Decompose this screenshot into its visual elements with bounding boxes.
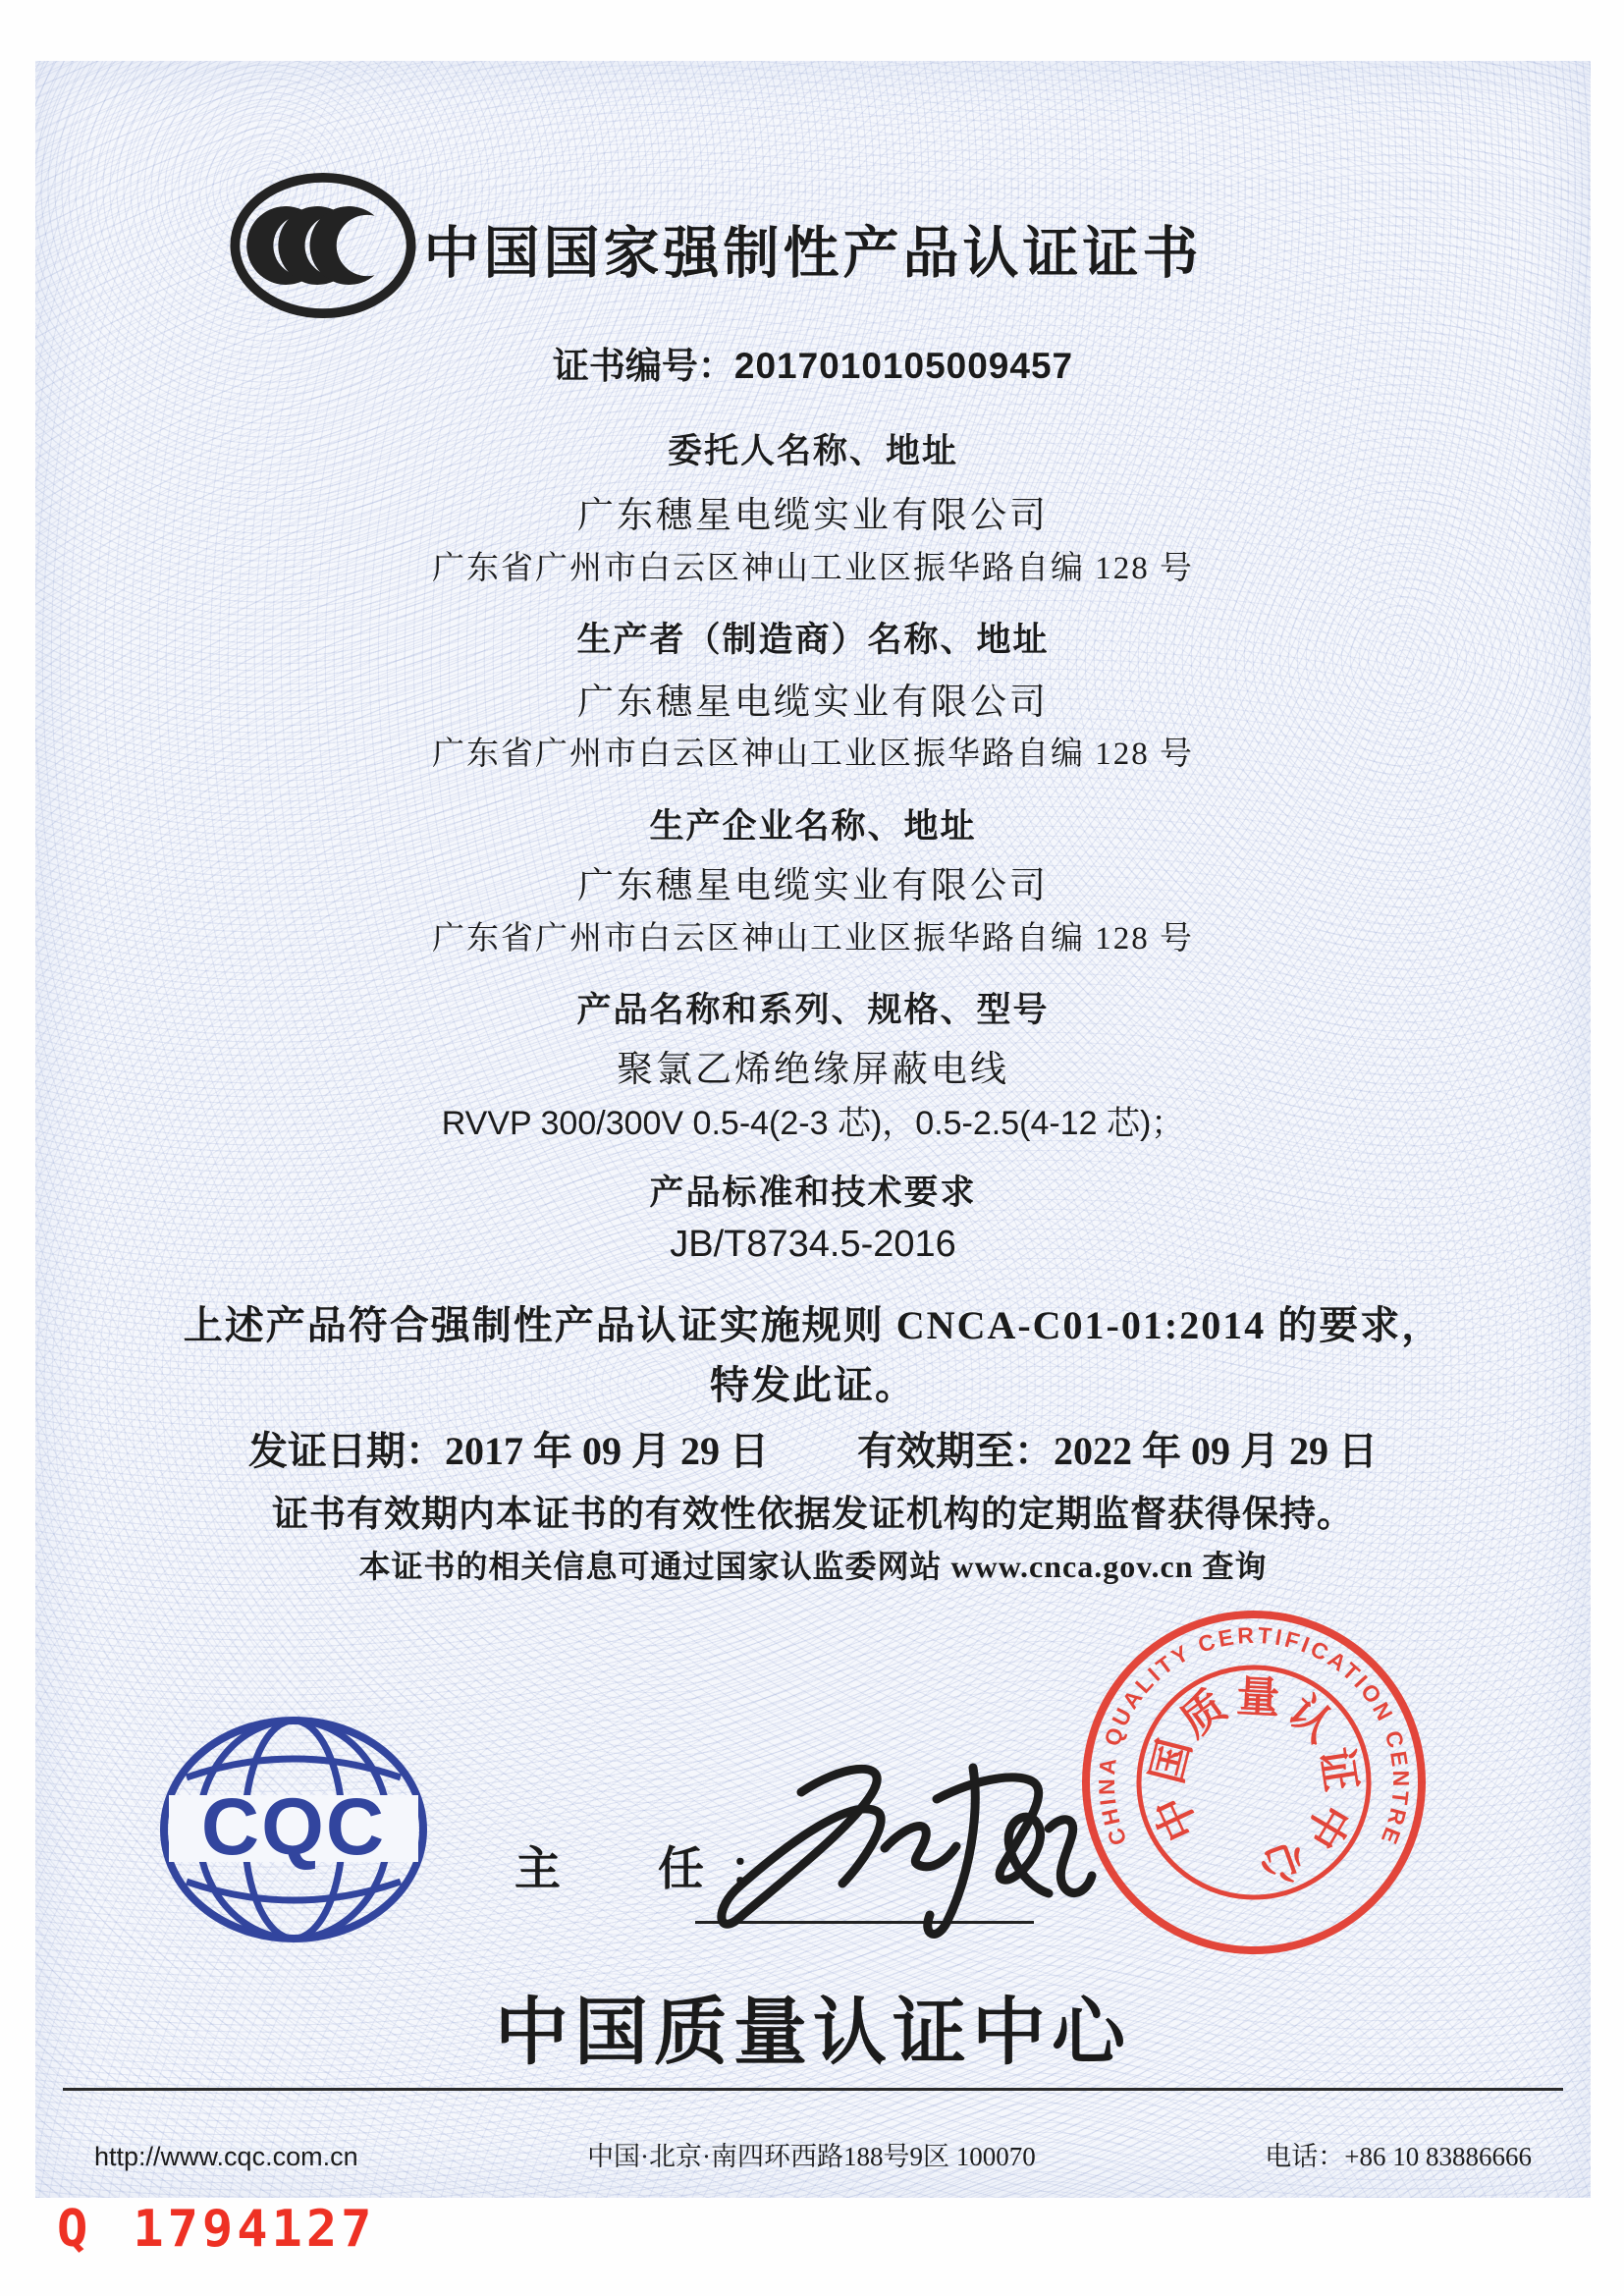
- factory-name: 广东穗星电缆实业有限公司: [577, 866, 1049, 906]
- certificate-number-value: 2017010105009457: [733, 346, 1074, 386]
- footer-phone: 电话：+86 10 83886666: [1265, 2142, 1532, 2171]
- query-note: 本证书的相关信息可通过国家认监委网站 www.cnca.gov.cn 查询: [358, 1549, 1268, 1584]
- statement-line-2: 特发此证。: [710, 1363, 916, 1407]
- certificate-title: 中国国家强制性产品认证证书: [423, 223, 1203, 285]
- factory-heading: 生产企业名称、地址: [649, 807, 977, 846]
- svg-text:中: 中: [1295, 1794, 1359, 1857]
- seal-inner-text: [1143, 1672, 1365, 1893]
- certificate-number-label: 证书编号：: [552, 347, 734, 387]
- certificate-number-line: [35, 336, 1591, 389]
- producer-heading: 生产者（制造商）名称、地址: [576, 621, 1050, 659]
- serial-value: 1794127: [133, 2200, 376, 2259]
- dates-line: [35, 1420, 1591, 1476]
- cqc-logo-icon: [155, 1713, 432, 1946]
- footer: [94, 2135, 1532, 2173]
- serial-number: [57, 2200, 375, 2259]
- factory-address: 广东省广州市白云区神山工业区振华路自编 128 号: [432, 921, 1194, 957]
- svg-text:质: 质: [1171, 1681, 1235, 1747]
- product-name: 聚氯乙烯绝缘屏蔽电线: [617, 1050, 1009, 1090]
- standard-heading: 产品标准和技术要求: [649, 1174, 977, 1212]
- cqc-logo-text: CQC: [200, 1782, 387, 1872]
- product-models: RVVP 300/300V 0.5-4(2-3 芯)，0.5-2.5(4-12 芯)；: [441, 1105, 1185, 1142]
- footer-address: 中国·北京·南四环西路188号9区 100070: [587, 2142, 1036, 2171]
- svg-text:国: 国: [1142, 1734, 1201, 1788]
- issuer-name: 中国质量认证中心: [494, 1993, 1131, 2074]
- statement-line-1: 上述产品符合强制性产品认证实施规则 CNCA-C01-01:2014 的要求，: [183, 1303, 1443, 1347]
- valid-until-date: 有效期至：2022 年 09 月 29 日: [857, 1429, 1378, 1473]
- producer-name: 广东穗星电缆实业有限公司: [577, 683, 1049, 723]
- seal-ring-text: CHINA QUALITY CERTIFICATION CENTRE: [1093, 1621, 1415, 1851]
- certificate-sheet: [35, 61, 1591, 2198]
- svg-text:中: 中: [1146, 1788, 1209, 1848]
- footer-divider: [63, 2088, 1563, 2091]
- svg-text:心: 心: [1254, 1831, 1312, 1892]
- serial-prefix: Q: [57, 2200, 88, 2259]
- svg-text:认: 认: [1278, 1686, 1343, 1752]
- director-label: 主 任：: [514, 1844, 801, 1895]
- applicant-name: 广东穗星电缆实业有限公司: [577, 496, 1049, 536]
- cqc-red-seal: [1076, 1605, 1432, 1960]
- standard-value: JB/T8734.5-2016: [670, 1224, 956, 1265]
- footer-website: http://www.cqc.com.cn: [94, 2142, 358, 2171]
- applicant-heading: 委托人名称、地址: [667, 432, 958, 470]
- validity-note: 证书有效期内本证书的有效性依据发证机构的定期监督获得保持。: [272, 1495, 1354, 1535]
- director-signature: [683, 1738, 1106, 1974]
- svg-text:证: 证: [1311, 1744, 1366, 1795]
- producer-address: 广东省广州市白云区神山工业区振华路自编 128 号: [432, 737, 1194, 772]
- applicant-address: 广东省广州市白云区神山工业区振华路自编 128 号: [432, 551, 1194, 586]
- product-heading: 产品名称和系列、规格、型号: [576, 991, 1050, 1029]
- issue-date: 发证日期：2017 年 09 月 29 日: [248, 1429, 769, 1473]
- svg-text:量: 量: [1235, 1672, 1281, 1723]
